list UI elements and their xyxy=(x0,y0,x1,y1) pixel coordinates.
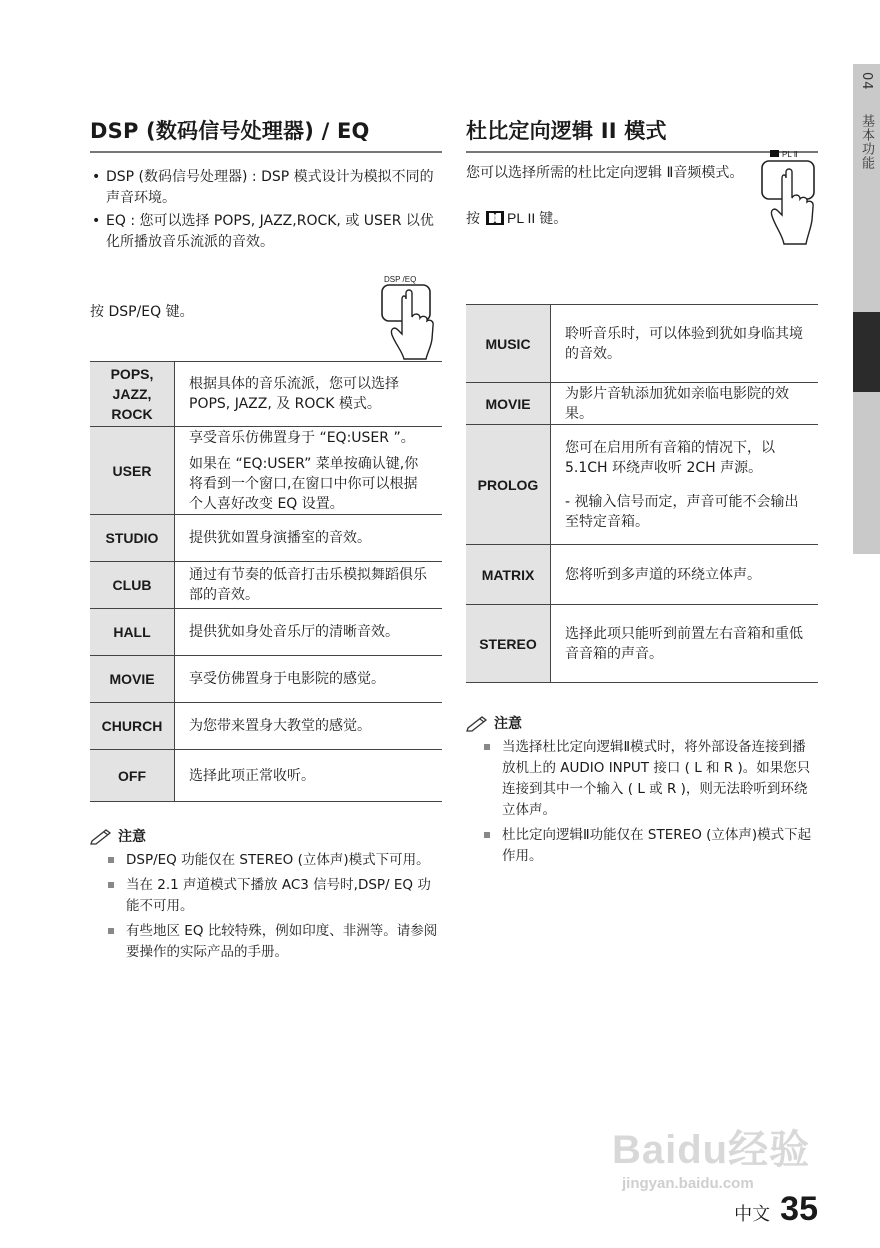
list-item: DSP/EQ 功能仅在 STEREO (立体声)模式下可用。 xyxy=(108,850,442,871)
mode-description: 通过有节奏的低音打击乐模拟舞蹈俱乐部的音效。 xyxy=(175,562,443,609)
dolby-remote-label: PL Ⅱ xyxy=(782,150,798,159)
mode-description: 为您带来置身大教堂的感觉。 xyxy=(175,703,443,750)
mode-name: MUSIC xyxy=(466,305,551,383)
mode-name: STEREO xyxy=(466,605,551,683)
dolby-note-title: 注意 xyxy=(494,716,522,732)
mode-description: 享受仿佛置身于电影院的感觉。 xyxy=(175,656,443,703)
table-row xyxy=(90,656,442,703)
remote-button-hand-icon xyxy=(758,148,820,246)
table-row xyxy=(466,545,818,605)
mode-description: 为影片音轨添加犹如亲临电影院的效果。 xyxy=(551,383,819,425)
mode-name: POPS, JAZZ, ROCK xyxy=(90,362,175,427)
dsp-note-title: 注意 xyxy=(118,829,146,845)
mode-description: 提供犹如置身演播室的音效。 xyxy=(175,515,443,562)
mode-description: 您可在启用所有音箱的情况下，以 5.1CH 环绕声收听 2CH 声源。 - 视输入信号而定，声音可能不会输出至特定音箱。 xyxy=(551,425,819,545)
dsp-bullets xyxy=(90,167,442,253)
remote-button-hand-icon xyxy=(378,273,440,361)
chapter-number: 04 xyxy=(859,72,874,91)
mode-name: MOVIE xyxy=(466,383,551,425)
sidebar-marker xyxy=(853,312,880,392)
dolby-press-text: 按 PL II 键。 xyxy=(466,210,568,227)
table-row xyxy=(466,383,818,425)
watermark-url: jingyan.baidu.com xyxy=(622,1175,754,1192)
dolby-section xyxy=(466,115,818,871)
dsp-notes xyxy=(90,850,442,963)
mode-name: USER xyxy=(90,427,175,515)
table-row xyxy=(466,425,818,545)
mode-description: 享受音乐仿佛置身于 “EQ:USER ”。 如果在 “EQ:USER” 菜单按确认键,你将看到一个窗口,在窗口中你可以根据个人喜好改变 EQ 设置。 xyxy=(175,427,443,515)
table-row xyxy=(90,515,442,562)
mode-description: 聆听音乐时，可以体验到犹如身临其境的音效。 xyxy=(551,305,819,383)
dsp-remote-label: DSP /EQ xyxy=(384,275,417,284)
mode-description: 根据具体的音乐流派，您可以选择 POPS, JAZZ, 及 ROCK 模式。 xyxy=(175,362,443,427)
page-number: 35 xyxy=(780,1190,818,1228)
mode-description: 选择此项只能听到前置左右音箱和重低音音箱的声音。 xyxy=(551,605,819,683)
mode-name: PROLOG xyxy=(466,425,551,545)
mode-description: 选择此项正常收听。 xyxy=(175,750,443,802)
dsp-bullet: • DSP (数码信号处理器) : DSP 模式设计为模拟不同的声音环境。 xyxy=(90,167,442,209)
table-row xyxy=(90,362,442,427)
table-row xyxy=(90,703,442,750)
table-row xyxy=(466,305,818,383)
baidu-watermark xyxy=(612,1118,810,1192)
dsp-section xyxy=(90,115,442,967)
dsp-mode-table xyxy=(90,361,442,802)
mode-name: MOVIE xyxy=(90,656,175,703)
dsp-note-heading xyxy=(90,826,442,846)
mode-name: CLUB xyxy=(90,562,175,609)
watermark-brand: Baidu经验 xyxy=(612,1128,811,1172)
page-footer xyxy=(734,1190,818,1229)
dolby-note-heading xyxy=(466,713,818,733)
chapter-tab xyxy=(856,72,876,188)
mode-name: HALL xyxy=(90,609,175,656)
table-row xyxy=(90,562,442,609)
mode-name: MATRIX xyxy=(466,545,551,605)
dsp-title: DSP (数码信号处理器) / EQ xyxy=(90,115,442,153)
chapter-title: 基本功能 xyxy=(859,113,874,170)
pencil-note-icon xyxy=(90,827,116,845)
table-row xyxy=(466,605,818,683)
table-row xyxy=(90,609,442,656)
dsp-press-text: 按 DSP/EQ 键。 xyxy=(90,304,194,320)
table-row xyxy=(90,750,442,802)
dolby-logo-icon xyxy=(486,211,504,225)
dolby-notes xyxy=(466,737,818,867)
mode-description: 提供犹如身处音乐厅的清晰音效。 xyxy=(175,609,443,656)
list-item: 当选择杜比定向逻辑Ⅱ模式时，将外部设备连接到播放机上的 AUDIO INPUT 接口 ( L 和 R )。如果您只连接到其中一个输入 ( L 或 R )，则无法聆听到环绕立体声。 xyxy=(484,737,818,821)
dsp-press-row xyxy=(90,255,442,361)
pencil-note-icon xyxy=(466,714,492,732)
mode-name: STUDIO xyxy=(90,515,175,562)
mode-description: 您将听到多声道的环绕立体声。 xyxy=(551,545,819,605)
list-item: 杜比定向逻辑Ⅱ功能仅在 STEREO (立体声)模式下起作用。 xyxy=(484,825,818,867)
list-item: 有些地区 EQ 比较特殊，例如印度、非洲等。请参阅要操作的实际产品的手册。 xyxy=(108,921,442,963)
dolby-intro: 您可以选择所需的杜比定向逻辑 Ⅱ音频模式。 xyxy=(466,165,744,181)
eq-bullet: • EQ : 您可以选择 POPS, JAZZ,ROCK, 或 USER 以优化所播放音乐流派的音效。 xyxy=(90,211,442,253)
mode-name: CHURCH xyxy=(90,703,175,750)
dolby-title: 杜比定向逻辑 II 模式 xyxy=(466,115,818,153)
footer-language: 中文 xyxy=(734,1204,771,1225)
table-row xyxy=(90,427,442,515)
dolby-mode-table xyxy=(466,304,818,683)
mode-name: OFF xyxy=(90,750,175,802)
list-item: 当在 2.1 声道模式下播放 AC3 信号时,DSP/ EQ 功能不可用。 xyxy=(108,875,442,917)
